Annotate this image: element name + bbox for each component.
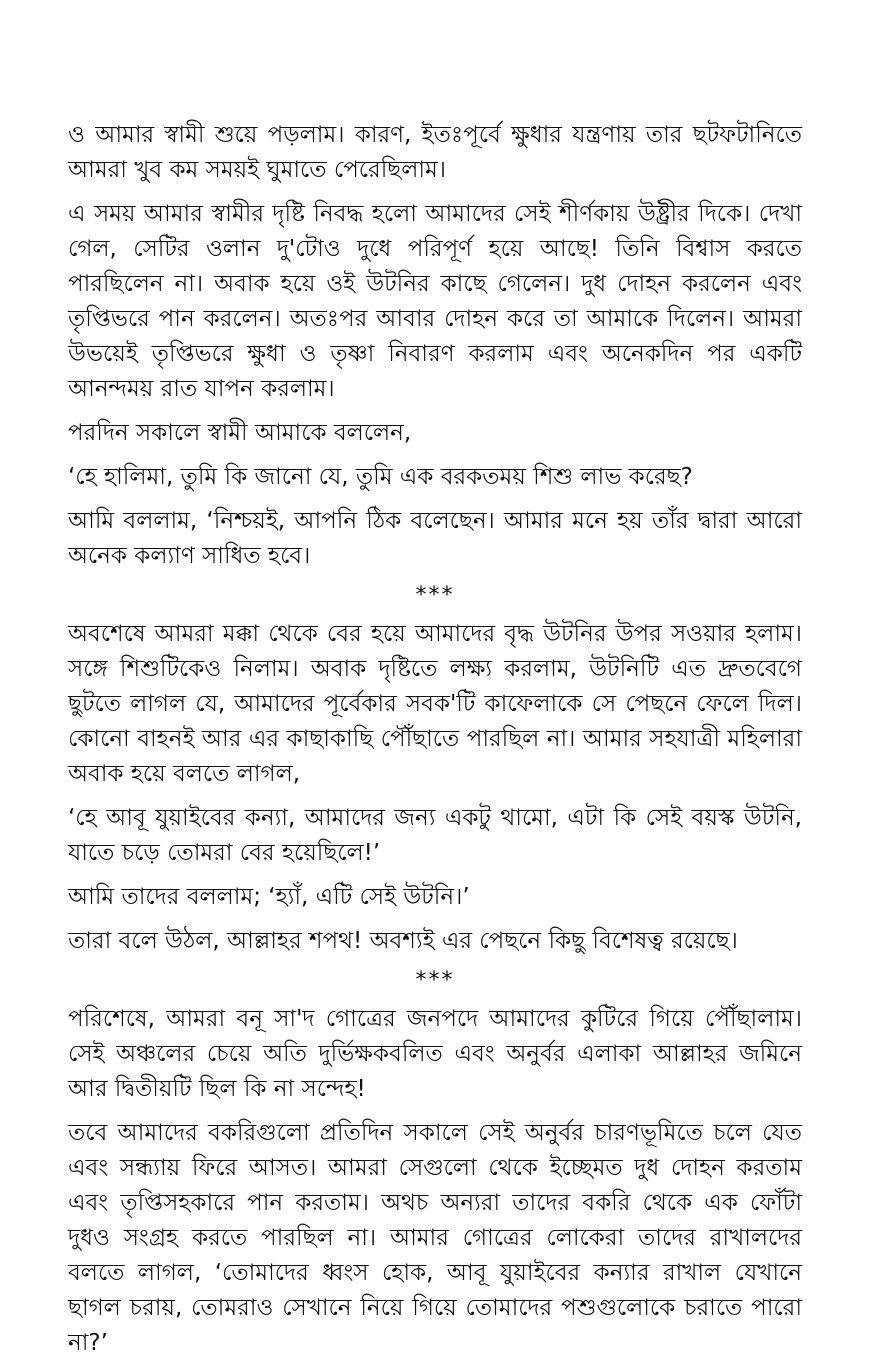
paragraph: তবে আমাদের বকরিগুলো প্রতিদিন সকালে সেই অনুর্বর চারণভূমিতে চলে যেত এবং সন্ধ্যায় ফিরে আসত। আমরা সেগুলো থেকে ইচ্ছেমত দুধ দোহন করতাম এবং তৃপ্তিসহকারে পান করতাম। অথচ অন্যরা তাদের বকরি থেকে এক ফোঁটা দুধও সংগ্রহ করতে পারছিল না। আমার গোত্রের লোকেরা তাদের রাখালদের বলতে লাগল, ‘তোমাদের ধ্বংস হোক, আবূ যুয়াইবের কন্যার রাখাল যেখানে ছাগল চরায়, তোমরাও সেখানে নিয়ে গিয়ে তোমাদের পশুগুলোকে চরাতে পারো না?’	[68, 1120, 802, 1356]
section-divider: ***	[415, 583, 455, 608]
paragraph: তারা বলে উঠল, আল্লাহর শপথ! অবশ্যই এর পেছনে কিছু বিশেষত্ব রয়েছে।	[68, 928, 738, 954]
paragraph: এ সময় আমার স্বামীর দৃষ্টি নিবদ্ধ হলো আমাদের সেই শীর্ণকায় উষ্ট্রীর দিকে। দেখা গেল, সেটির ওলান দু'টোও দুধে পরিপূর্ণ হয়ে আছে! তিনি বিশ্বাস করতে পারছিলেন না। অবাক হয়ে ওই উটনির কাছে গেলেন। দুধ দোহন করলেন এবং তৃপ্তিভরে পান করলেন। অতঃপর আবার দোহন করে তা আমাকে দিলেন। আমরা উভয়েই তৃপ্তিভরে ক্ষুধা ও তৃষ্ণা নিবারণ করলাম এবং অনেকদিন পর একটি আনন্দময় রাত যাপন করলাম।	[68, 201, 802, 402]
paragraph: ‘হে আবূ যুয়াইবের কন্যা, আমাদের জন্য একটু থামো, এটা কি সেই বয়স্ক উটনি, যাতে চড়ে তোমরা বের হয়েছিলে!’	[68, 805, 802, 866]
paragraph: অবশেষে আমরা মক্কা থেকে বের হয়ে আমাদের বৃদ্ধ উটনির উপর সওয়ার হলাম। সঙ্গে শিশুটিকেও নিলাম। অবাক দৃষ্টিতে লক্ষ্য করলাম, উটনিটি এত দ্রুতবেগে ছুটতে লাগল যে, আমাদের পূর্বেকার সবক'টি কাফেলাকে সে পেছনে ফেলে দিল। কোনো বাহনই আর এর কাছাকাছি পৌঁছাতে পারছিল না। আমার সহযাত্রী মহিলারা অবাক হয়ে বলতে লাগল,	[68, 621, 802, 787]
paragraph: আমি বললাম, ‘নিশ্চয়ই, আপনি ঠিক বলেছেন। আমার মনে হয় তাঁর দ্বারা আরো অনেক কল্যাণ সাধিত হবে।	[68, 508, 802, 569]
paragraph: ‘হে হালিমা, তুমি কি জানো যে, তুমি এক বরকতময় শিশু লাভ করেছ?	[68, 464, 693, 490]
paragraph: পরিশেষে, আমরা বনূ সা'দ গোত্রের জনপদে আমাদের কুটিরে গিয়ে পৌঁছালাম। সেই অঞ্চলের চেয়ে অতি দুর্ভিক্ষকবলিত এবং অনুর্বর এলাকা আল্লাহর জমিনে আর দ্বিতীয়টি ছিল কি না সন্দেহ!	[68, 1006, 802, 1102]
section-divider: ***	[415, 968, 455, 993]
paragraph: পরদিন সকালে স্বামী আমাকে বললেন,	[68, 420, 412, 446]
paragraph: আমি তাদের বললাম; ‘হ্যাঁ, এটি সেই উটনি।’	[68, 884, 470, 910]
paragraph: ও আমার স্বামী শুয়ে পড়লাম। কারণ, ইতঃপূর্বে ক্ষুধার যন্ত্রণায় তার ছটফটানিতে আমরা খুব কম সময়ই ঘুমাতে পেরেছিলাম।	[68, 122, 802, 183]
